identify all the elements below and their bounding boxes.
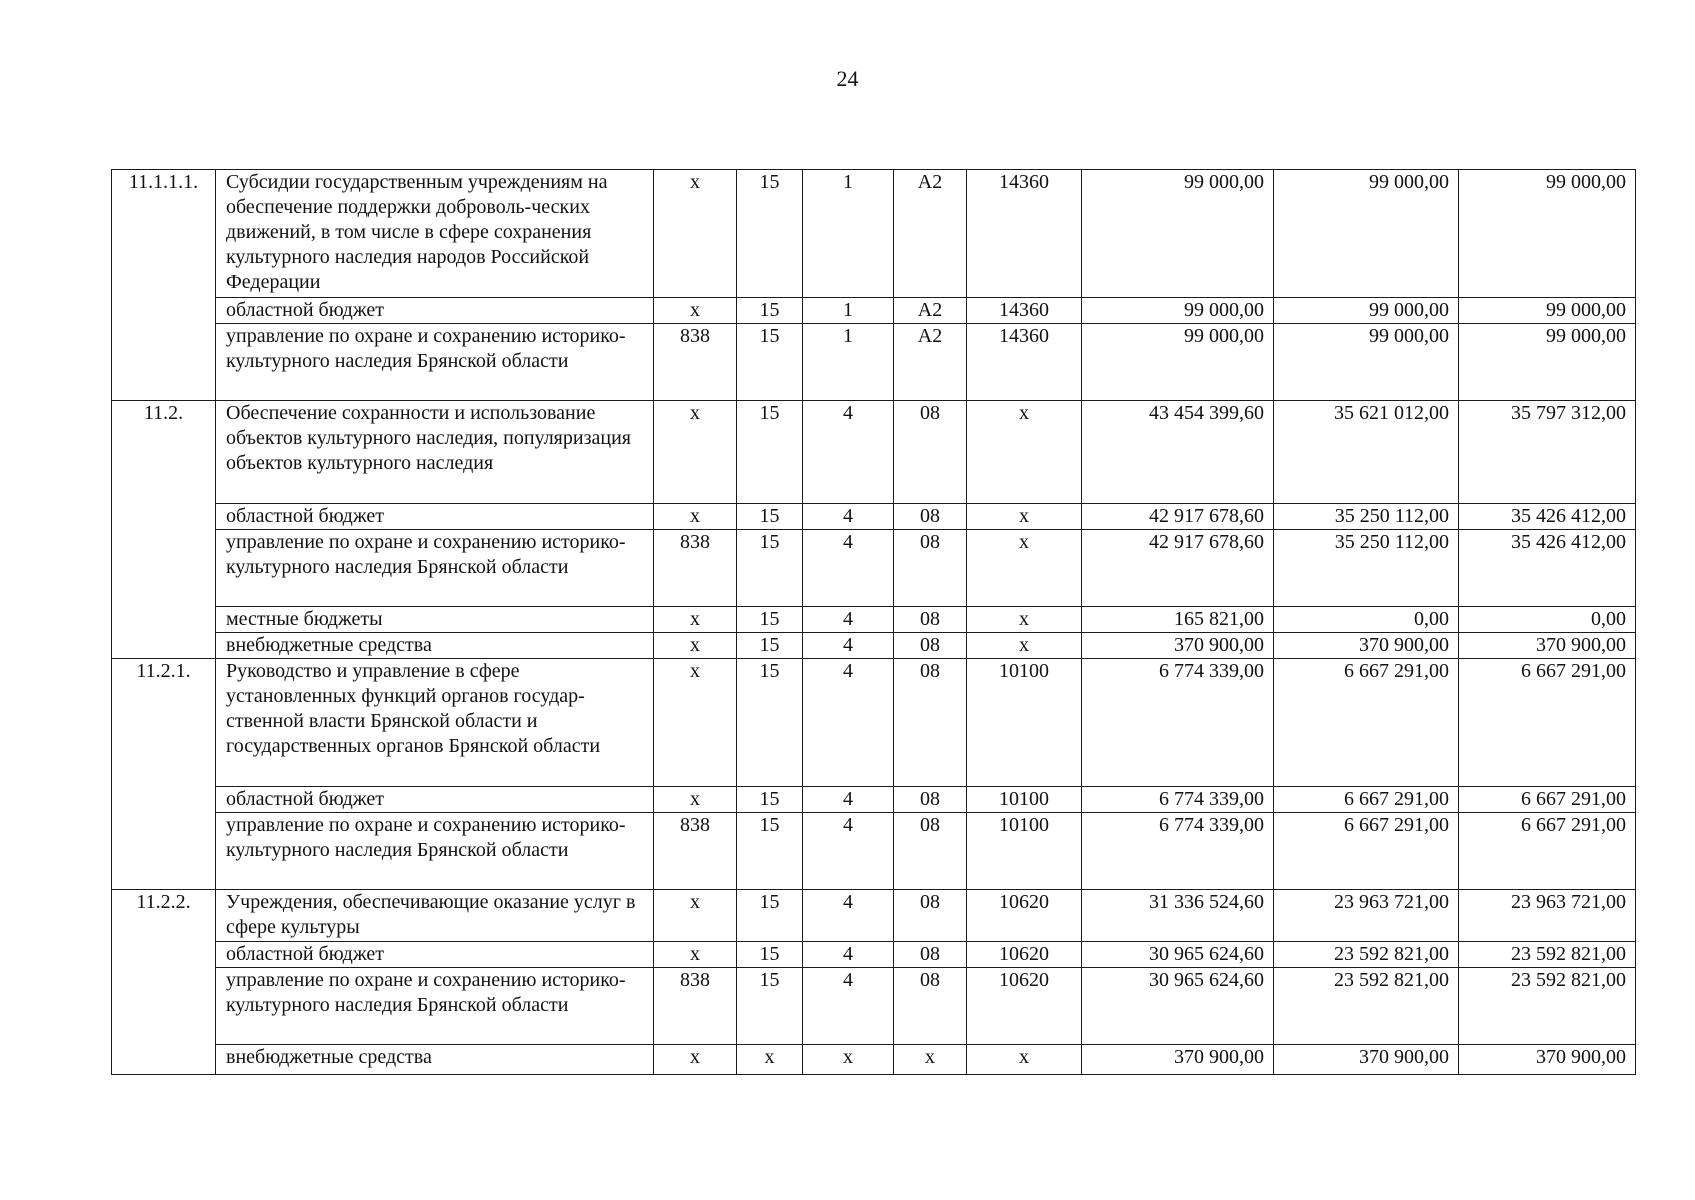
amount-year3-cell: 35 426 412,00 <box>1459 504 1636 530</box>
main-event-code-cell: 08 <box>894 504 967 530</box>
main-event-code-cell: 08 <box>894 942 967 968</box>
amount-year3-cell: 0,00 <box>1459 607 1636 633</box>
amount-year1-cell: 43 454 399,60 <box>1082 401 1274 504</box>
grbs-code-cell: х <box>654 401 737 504</box>
subprogram-code-cell: 4 <box>803 942 894 968</box>
subprogram-code-cell: 1 <box>803 324 894 401</box>
program-code-cell: 15 <box>737 530 803 607</box>
grbs-code-cell: х <box>654 170 737 298</box>
program-code-cell: 15 <box>737 607 803 633</box>
subprogram-code-cell: 4 <box>803 530 894 607</box>
subprogram-code-cell: 4 <box>803 968 894 1045</box>
program-code-cell: 15 <box>737 633 803 659</box>
main-event-code-cell: 08 <box>894 530 967 607</box>
item-name-cell: местные бюджеты <box>216 607 654 633</box>
amount-year1-cell: 30 965 624,60 <box>1082 942 1274 968</box>
program-code-cell: 15 <box>737 504 803 530</box>
item-name-cell: областной бюджет <box>216 298 654 324</box>
grbs-code-cell: х <box>654 1045 737 1075</box>
amount-year1-cell: 99 000,00 <box>1082 170 1274 298</box>
item-name-cell: управление по охране и сохранению историко-культурного наследия Брянской области <box>216 324 654 401</box>
grbs-code-cell: х <box>654 607 737 633</box>
amount-year3-cell: 6 667 291,00 <box>1459 813 1636 890</box>
amount-year3-cell: 35 797 312,00 <box>1459 401 1636 504</box>
main-event-code-cell: А2 <box>894 324 967 401</box>
direction-code-cell: х <box>967 1045 1082 1075</box>
amount-year2-cell: 6 667 291,00 <box>1274 659 1459 787</box>
item-name-cell: управление по охране и сохранению историко-культурного наследия Брянской области <box>216 530 654 607</box>
main-event-code-cell: 08 <box>894 401 967 504</box>
amount-year3-cell: 99 000,00 <box>1459 324 1636 401</box>
amount-year2-cell: 99 000,00 <box>1274 298 1459 324</box>
item-name-cell: управление по охране и сохранению историко-культурного наследия Брянской области <box>216 968 654 1045</box>
amount-year2-cell: 0,00 <box>1274 607 1459 633</box>
direction-code-cell: х <box>967 504 1082 530</box>
amount-year3-cell: 6 667 291,00 <box>1459 787 1636 813</box>
amount-year2-cell: 99 000,00 <box>1274 324 1459 401</box>
amount-year2-cell: 35 621 012,00 <box>1274 401 1459 504</box>
subprogram-code-cell: 1 <box>803 298 894 324</box>
subprogram-code-cell: х <box>803 1045 894 1075</box>
subprogram-code-cell: 4 <box>803 787 894 813</box>
amount-year2-cell: 99 000,00 <box>1274 170 1459 298</box>
item-name-cell: Обеспечение сохранности и использование объектов культурного наследия, популяризация объектов культурного наследия <box>216 401 654 504</box>
item-number-cell: 11.2.2. <box>112 890 216 1075</box>
amount-year1-cell: 370 900,00 <box>1082 1045 1274 1075</box>
direction-code-cell: х <box>967 401 1082 504</box>
item-name-cell: внебюджетные средства <box>216 1045 654 1075</box>
amount-year3-cell: 35 426 412,00 <box>1459 530 1636 607</box>
main-event-code-cell: А2 <box>894 170 967 298</box>
table-row <box>112 607 1636 633</box>
item-name-cell: Субсидии государственным учреждениям на обеспечение поддержки доброволь-ческих движений, в том числе в сфере сохранения культурного наследия народов Российской Федерации <box>216 170 654 298</box>
grbs-code-cell: х <box>654 633 737 659</box>
amount-year3-cell: 6 667 291,00 <box>1459 659 1636 787</box>
grbs-code-cell: х <box>654 942 737 968</box>
direction-code-cell: 10100 <box>967 787 1082 813</box>
direction-code-cell: х <box>967 530 1082 607</box>
main-event-code-cell: А2 <box>894 298 967 324</box>
table-row <box>112 298 1636 324</box>
program-code-cell: х <box>737 1045 803 1075</box>
main-event-code-cell: 08 <box>894 813 967 890</box>
program-code-cell: 15 <box>737 890 803 942</box>
table-row <box>112 942 1636 968</box>
amount-year2-cell: 370 900,00 <box>1274 1045 1459 1075</box>
grbs-code-cell: х <box>654 787 737 813</box>
main-event-code-cell: 08 <box>894 607 967 633</box>
amount-year3-cell: 23 963 721,00 <box>1459 890 1636 942</box>
direction-code-cell: 14360 <box>967 170 1082 298</box>
amount-year1-cell: 6 774 339,00 <box>1082 813 1274 890</box>
main-event-code-cell: х <box>894 1045 967 1075</box>
table-row <box>112 324 1636 401</box>
budget-table <box>111 169 1636 1075</box>
item-name-cell: внебюджетные средства <box>216 633 654 659</box>
table-row <box>112 401 1636 504</box>
item-name-cell: областной бюджет <box>216 787 654 813</box>
main-event-code-cell: 08 <box>894 787 967 813</box>
grbs-code-cell: 838 <box>654 968 737 1045</box>
table-row <box>112 890 1636 942</box>
grbs-code-cell: х <box>654 298 737 324</box>
item-number-cell: 11.1.1.1. <box>112 170 216 401</box>
table-row <box>112 170 1636 298</box>
program-code-cell: 15 <box>737 813 803 890</box>
program-code-cell: 15 <box>737 324 803 401</box>
direction-code-cell: 10620 <box>967 890 1082 942</box>
main-event-code-cell: 08 <box>894 890 967 942</box>
table-row <box>112 504 1636 530</box>
amount-year1-cell: 6 774 339,00 <box>1082 659 1274 787</box>
table-row <box>112 968 1636 1045</box>
program-code-cell: 15 <box>737 401 803 504</box>
amount-year2-cell: 35 250 112,00 <box>1274 530 1459 607</box>
amount-year1-cell: 42 917 678,60 <box>1082 504 1274 530</box>
amount-year2-cell: 23 963 721,00 <box>1274 890 1459 942</box>
amount-year3-cell: 370 900,00 <box>1459 633 1636 659</box>
amount-year3-cell: 99 000,00 <box>1459 298 1636 324</box>
amount-year1-cell: 31 336 524,60 <box>1082 890 1274 942</box>
subprogram-code-cell: 4 <box>803 890 894 942</box>
main-event-code-cell: 08 <box>894 968 967 1045</box>
amount-year3-cell: 370 900,00 <box>1459 1045 1636 1075</box>
program-code-cell: 15 <box>737 298 803 324</box>
table-row <box>112 530 1636 607</box>
table-row <box>112 813 1636 890</box>
grbs-code-cell: х <box>654 659 737 787</box>
direction-code-cell: 14360 <box>967 324 1082 401</box>
table-row <box>112 787 1636 813</box>
amount-year2-cell: 370 900,00 <box>1274 633 1459 659</box>
program-code-cell: 15 <box>737 787 803 813</box>
amount-year3-cell: 23 592 821,00 <box>1459 942 1636 968</box>
subprogram-code-cell: 4 <box>803 813 894 890</box>
table-row <box>112 1045 1636 1075</box>
subprogram-code-cell: 4 <box>803 504 894 530</box>
grbs-code-cell: 838 <box>654 324 737 401</box>
amount-year3-cell: 23 592 821,00 <box>1459 968 1636 1045</box>
amount-year1-cell: 370 900,00 <box>1082 633 1274 659</box>
subprogram-code-cell: 4 <box>803 659 894 787</box>
amount-year1-cell: 30 965 624,60 <box>1082 968 1274 1045</box>
item-name-cell: областной бюджет <box>216 942 654 968</box>
direction-code-cell: 10620 <box>967 942 1082 968</box>
program-code-cell: 15 <box>737 170 803 298</box>
subprogram-code-cell: 4 <box>803 401 894 504</box>
subprogram-code-cell: 4 <box>803 633 894 659</box>
amount-year2-cell: 35 250 112,00 <box>1274 504 1459 530</box>
direction-code-cell: х <box>967 633 1082 659</box>
amount-year1-cell: 99 000,00 <box>1082 324 1274 401</box>
main-event-code-cell: 08 <box>894 633 967 659</box>
amount-year1-cell: 6 774 339,00 <box>1082 787 1274 813</box>
program-code-cell: 15 <box>737 968 803 1045</box>
amount-year1-cell: 99 000,00 <box>1082 298 1274 324</box>
item-number-cell: 11.2. <box>112 401 216 659</box>
item-name-cell: управление по охране и сохранению историко-культурного наследия Брянской области <box>216 813 654 890</box>
main-event-code-cell: 08 <box>894 659 967 787</box>
amount-year2-cell: 6 667 291,00 <box>1274 787 1459 813</box>
program-code-cell: 15 <box>737 942 803 968</box>
item-name-cell: Руководство и управление в сфере установленных функций органов государ-ственной власти Брянской области и государственных органов Брянской области <box>216 659 654 787</box>
direction-code-cell: 10620 <box>967 968 1082 1045</box>
page-number: 24 <box>836 66 859 91</box>
direction-code-cell: 14360 <box>967 298 1082 324</box>
amount-year2-cell: 6 667 291,00 <box>1274 813 1459 890</box>
amount-year1-cell: 42 917 678,60 <box>1082 530 1274 607</box>
item-name-cell: Учреждения, обеспечивающие оказание услуг в сфере культуры <box>216 890 654 942</box>
subprogram-code-cell: 4 <box>803 607 894 633</box>
grbs-code-cell: х <box>654 504 737 530</box>
amount-year3-cell: 99 000,00 <box>1459 170 1636 298</box>
grbs-code-cell: 838 <box>654 813 737 890</box>
item-name-cell: областной бюджет <box>216 504 654 530</box>
amount-year1-cell: 165 821,00 <box>1082 607 1274 633</box>
direction-code-cell: 10100 <box>967 659 1082 787</box>
subprogram-code-cell: 1 <box>803 170 894 298</box>
table-row <box>112 633 1636 659</box>
amount-year2-cell: 23 592 821,00 <box>1274 968 1459 1045</box>
grbs-code-cell: 838 <box>654 530 737 607</box>
item-number-cell: 11.2.1. <box>112 659 216 890</box>
direction-code-cell: х <box>967 607 1082 633</box>
table-row <box>112 659 1636 787</box>
direction-code-cell: 10100 <box>967 813 1082 890</box>
grbs-code-cell: х <box>654 890 737 942</box>
program-code-cell: 15 <box>737 659 803 787</box>
amount-year2-cell: 23 592 821,00 <box>1274 942 1459 968</box>
